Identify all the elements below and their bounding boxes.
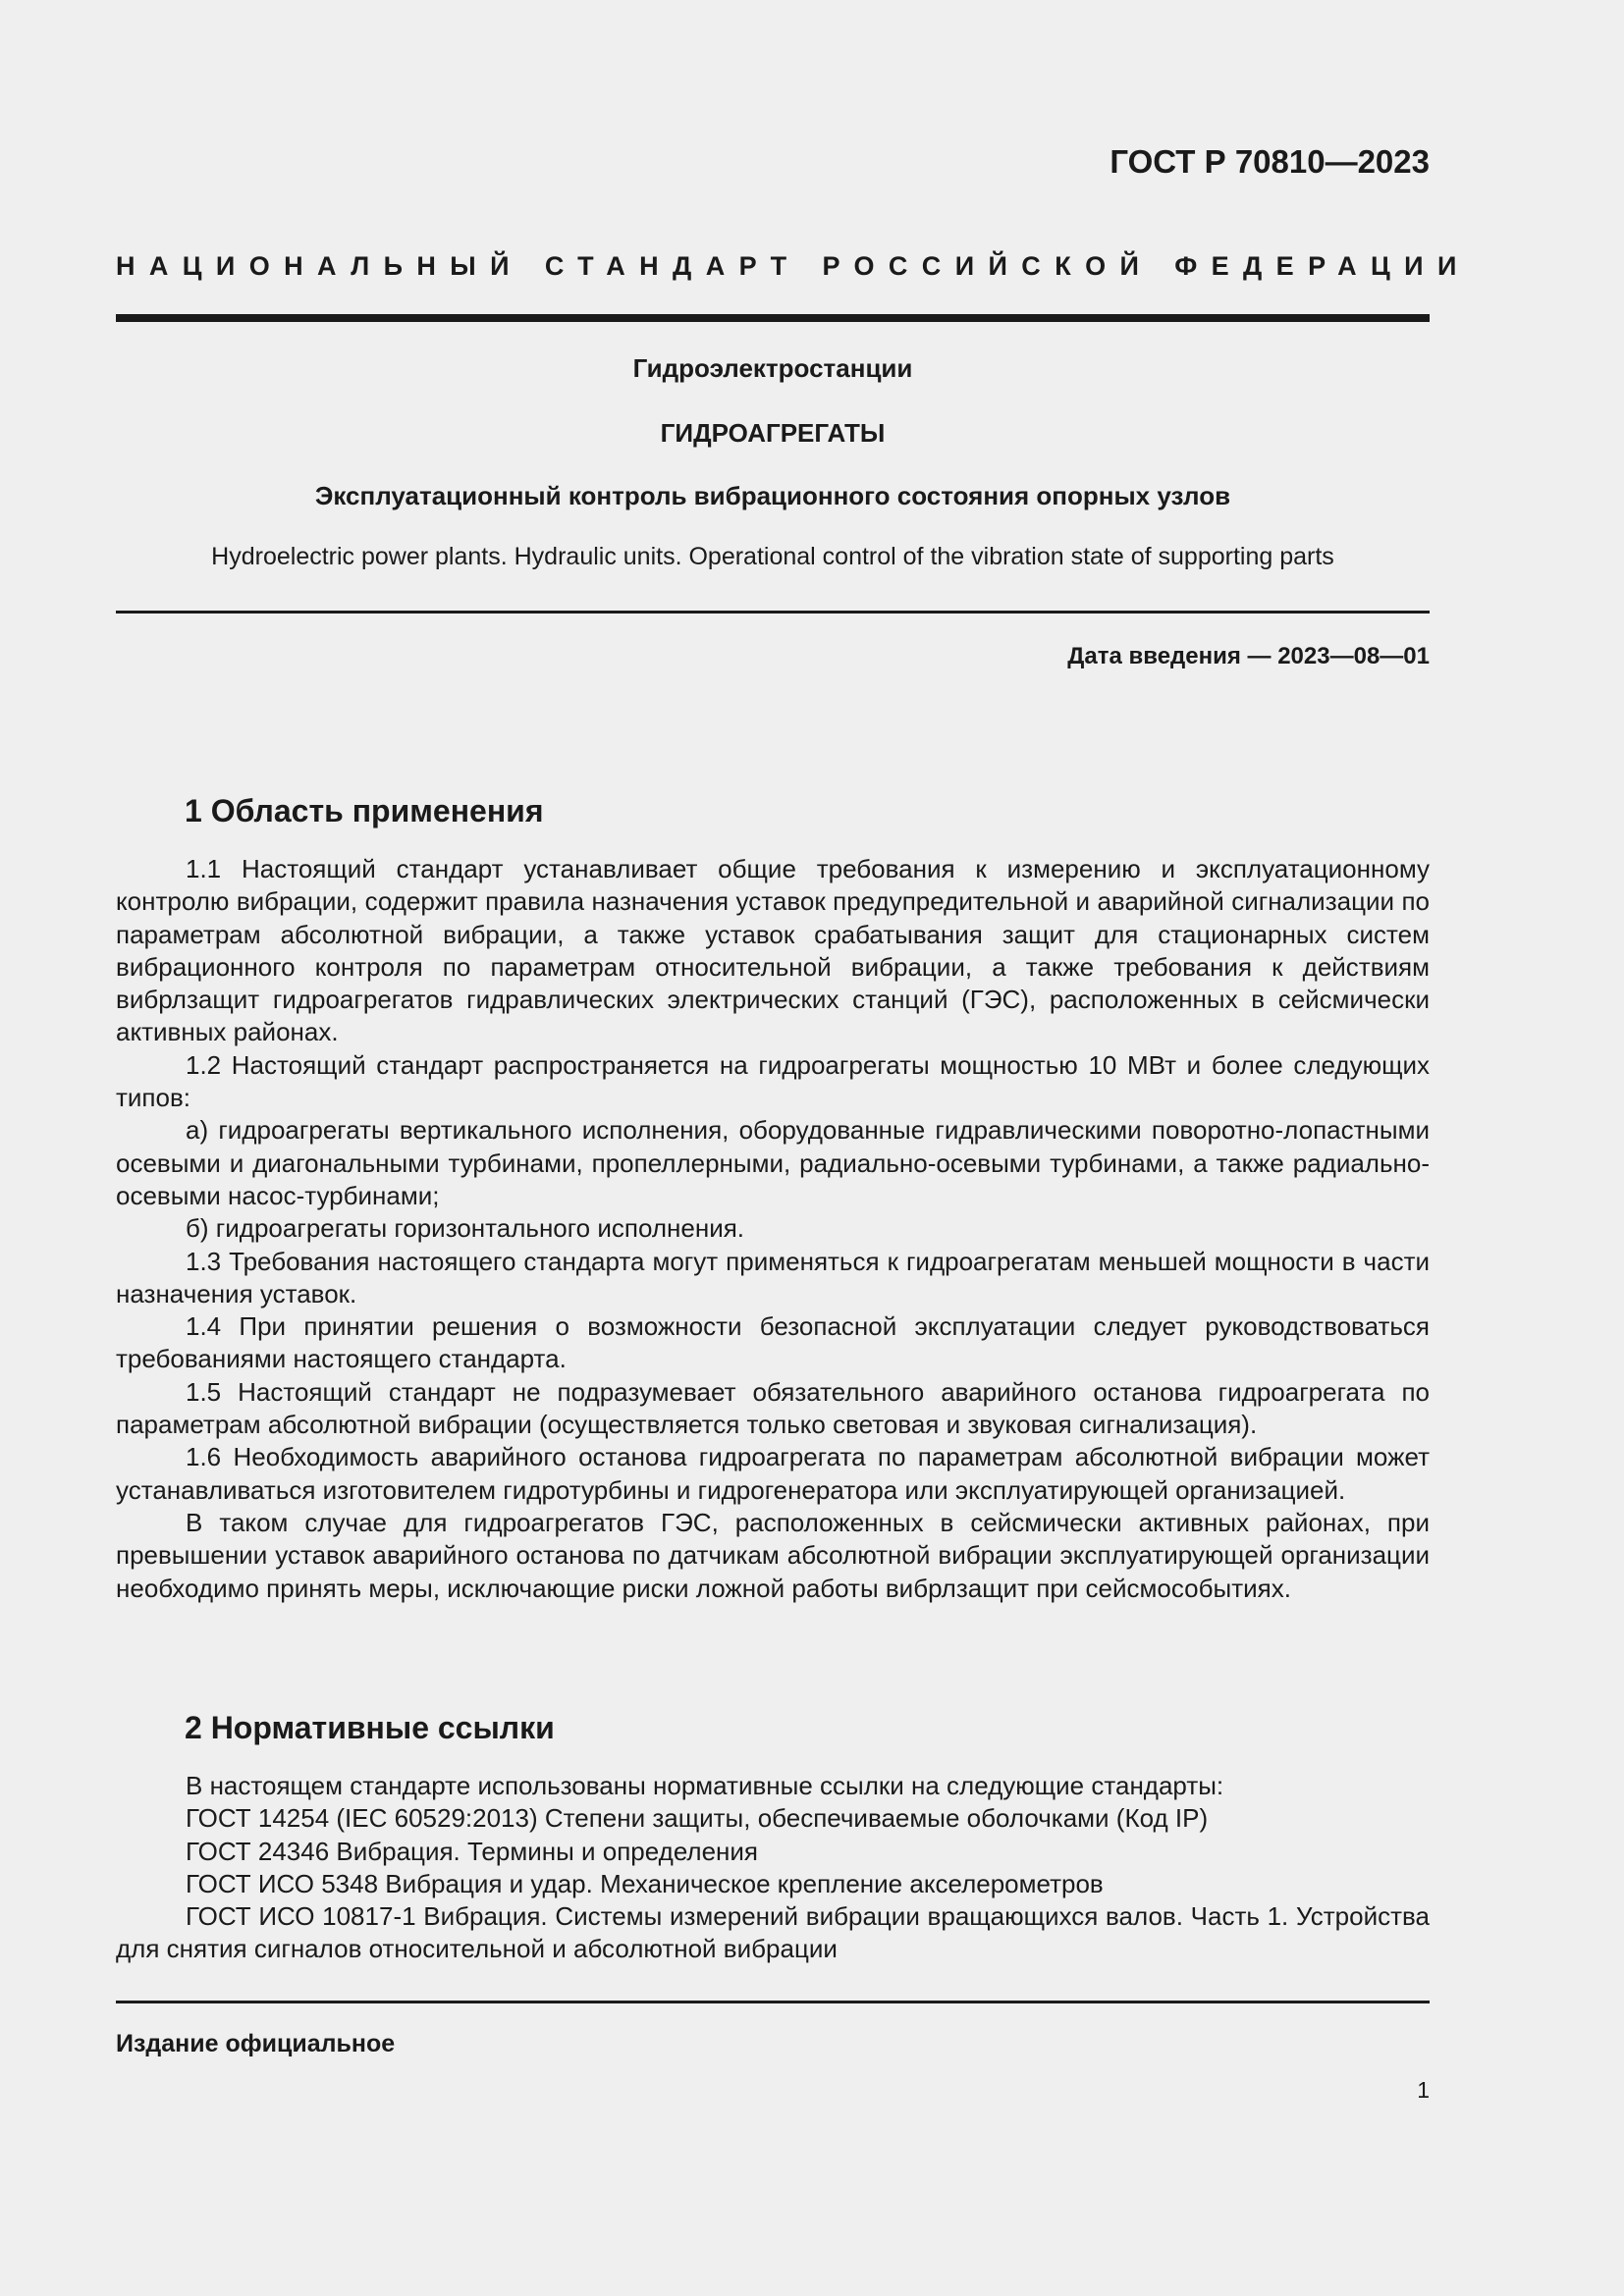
title-rule [116, 611, 1430, 614]
paragraph-1-2-a: а) гидроагрегаты вертикального исполнения, оборудованные гидравлическими поворотно-лопастными осевыми и диагональными турбинами, пропеллерными, радиально-осевыми турбинами, а также радиально-осевыми насос-турбинами; [116, 1115, 1430, 1210]
introduction-date: Дата введения — 2023—08—01 [1067, 643, 1430, 669]
paragraph-1-6: 1.6 Необходимость аварийного останова гидроагрегата по параметрам абсолютной вибрации может устанавливаться изготовителем гидротурбины и гидрогенератора или эксплуатирующей организацией. [116, 1442, 1430, 1505]
paragraph-1-2-b: б) гидроагрегаты горизонтального исполнения. [186, 1213, 745, 1244]
paragraph-1-5: 1.5 Настоящий стандарт не подразумевает обязательного аварийного останова гидроагрегата по параметрам абсолютной вибрации (осуществляется только световая и звуковая сигнализация). [116, 1376, 1430, 1440]
title-line-1: Гидроэлектростанции [632, 353, 913, 383]
reference-item: ГОСТ 14254 (IEC 60529:2013) Степени защиты, обеспечиваемые оболочками (Код IP) [186, 1803, 1209, 1834]
paragraph-1-4: 1.4 При принятии решения о возможности безопасной эксплуатации следует руководствоваться требованиями настоящего стандарта. [116, 1311, 1430, 1374]
reference-item: ГОСТ ИСО 10817-1 Вибрация. Системы измерений вибрации вращающихся валов. Часть 1. Устройства для снятия сигналов относительной и абсолютной вибрации [116, 1901, 1430, 1964]
page-number: 1 [1417, 2077, 1430, 2103]
title-english: Hydroelectric power plants. Hydraulic units. Operational control of the vibration state of supporting parts [211, 543, 1334, 570]
paragraph-1-6-note: В таком случае для гидроагрегатов ГЭС, расположенных в сейсмически активных районах, при превышении уставок аварийного останова по датчикам абсолютной вибрации эксплуатирующей организации необходимо принять меры, исключающие риски ложной работы вибрлзащит при сейсмособытиях. [116, 1507, 1430, 1603]
references-intro: В настоящем стандарте использованы нормативные ссылки на следующие стандарты: [186, 1771, 1224, 1800]
section-2-body [116, 1770, 1430, 1966]
reference-item: ГОСТ 24346 Вибрация. Термины и определения [186, 1836, 759, 1866]
section-1-body [116, 853, 1430, 1605]
reference-item: ГОСТ ИСО 5348 Вибрация и удар. Механическое крепление акселерометров [186, 1868, 1104, 1898]
title-line-2: ГИДРОАГРЕГАТЫ [660, 418, 886, 448]
footer-rule [116, 2001, 1430, 2003]
section-1-heading: 1 Область применения [185, 793, 544, 828]
document-id: ГОСТ Р 70810—2023 [1110, 143, 1430, 180]
title-line-3: Эксплуатационный контроль вибрационного состояния опорных узлов [314, 481, 1231, 510]
paragraph-1-1: 1.1 Настоящий стандарт устанавливает общие требования к измерению и эксплуатационному контролю вибрации, содержит правила назначения уставок предупредительной и аварийной сигнализации по параметрам абсолютной вибрации, а также уставок срабатывания защит для стационарных систем вибрационного контроля по параметрам относительной вибрации, а также требования к действиям вибрлзащит гидроагрегатов гидравлических электрических станций (ГЭС), расположенных в сейсмически активных районах. [116, 854, 1430, 1047]
official-edition-label: Издание официальное [116, 2030, 396, 2057]
section-2-heading: 2 Нормативные ссылки [185, 1710, 555, 1745]
document-page [116, 0, 1471, 2296]
header-rule [116, 314, 1430, 322]
national-standard-caption: НАЦИОНАЛЬНЫЙ СТАНДАРТ РОССИЙСКОЙ ФЕДЕРАЦИИ [116, 251, 1471, 281]
paragraph-1-2: 1.2 Настоящий стандарт распространяется на гидроагрегаты мощностью 10 МВт и более следующих типов: [116, 1049, 1430, 1113]
paragraph-1-3: 1.3 Требования настоящего стандарта могут применяться к гидроагрегатам меньшей мощности в части назначения уставок. [116, 1246, 1430, 1308]
